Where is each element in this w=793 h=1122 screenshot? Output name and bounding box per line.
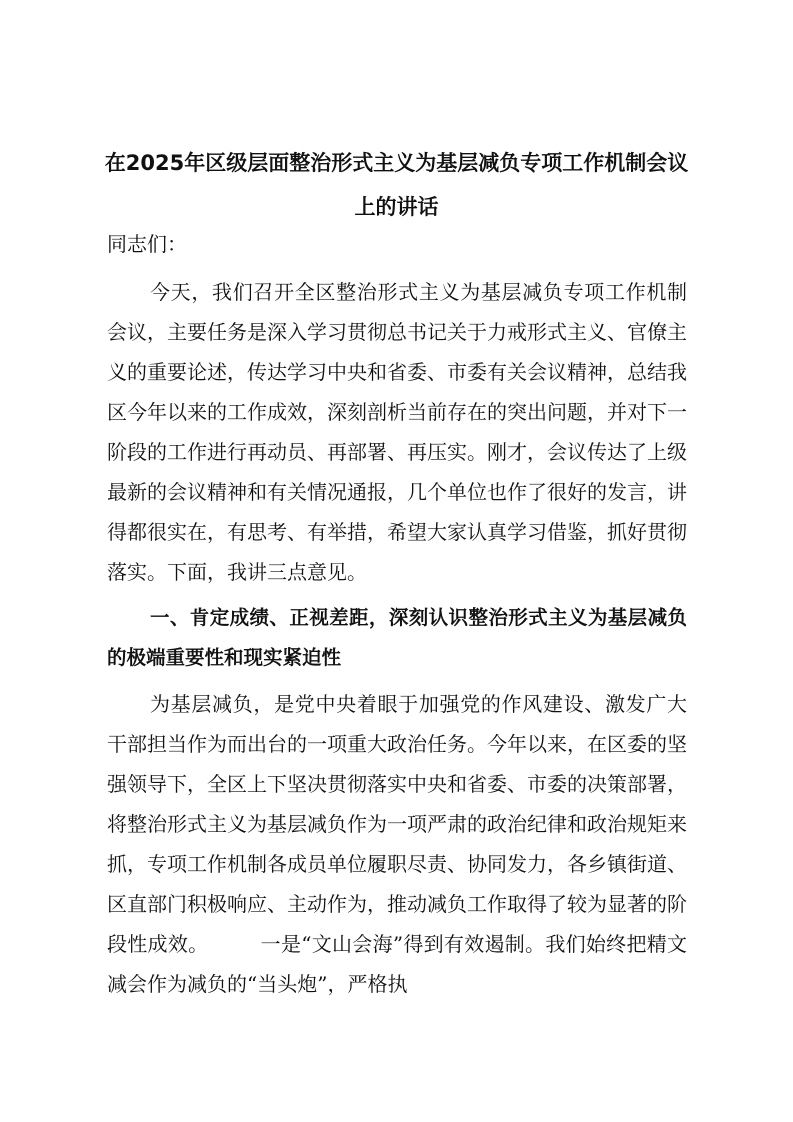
paragraph-section-1-main: 为基层减负，是党中央着眼于加强党的作风建设、激发广大干部担当作为而出台的一项重大政治任务。今年以来，在区委的坚强领导下，全区上下坚决贯彻落实中央和省委、市委的决策部署，将整治形式主义为基层减负作为一项严肃的政治纪律和政治规矩来抓，专项工作机制各成员单位履职尽责、协同发力，各乡镇街道、区直部门积极响应、主动作为，推动减负工作取得了较为显著的阶段性成效。 (107, 692, 687, 956)
section-heading-1: 一、肯定成绩、正视差距，深刻认识整治形式主义为基层减负的极端重要性和现实紧迫性 (107, 606, 687, 669)
salutation: 同志们： (107, 232, 187, 256)
document-title-line-1: 在2025年区级层面整治形式主义为基层减负专项工作机制会议 (104, 151, 689, 175)
paragraph-opening: 今天，我们召开全区整治形式主义为基层减负专项工作机制会议，主要任务是深入学习贯彻总书记关于力戒形式主义、官僚主义的重要论述，传达学习中央和省委、市委有关会议精神，总结我区今年以来的工作成效，深刻剖析当前存在的突出问题，并对下一阶段的工作进行再动员、再部署、再压实。刚才，会议传达了上级最新的会议精神和有关情况通报，几个单位也作了很好的发言，讲得都很实在，有思考、有举措，希望大家认真学习借鉴，抓好贯彻落实。下面，我讲三点意见。 (107, 280, 687, 584)
paragraph-section-1-point-1: 一是“文山会海”得到有效遏制。我们始终把精文减会作为减负的“当头炮”，严格执 (107, 932, 688, 996)
document-title-line-2: 上的讲话 (354, 195, 439, 219)
paragraph-section-1 (107, 684, 687, 1004)
